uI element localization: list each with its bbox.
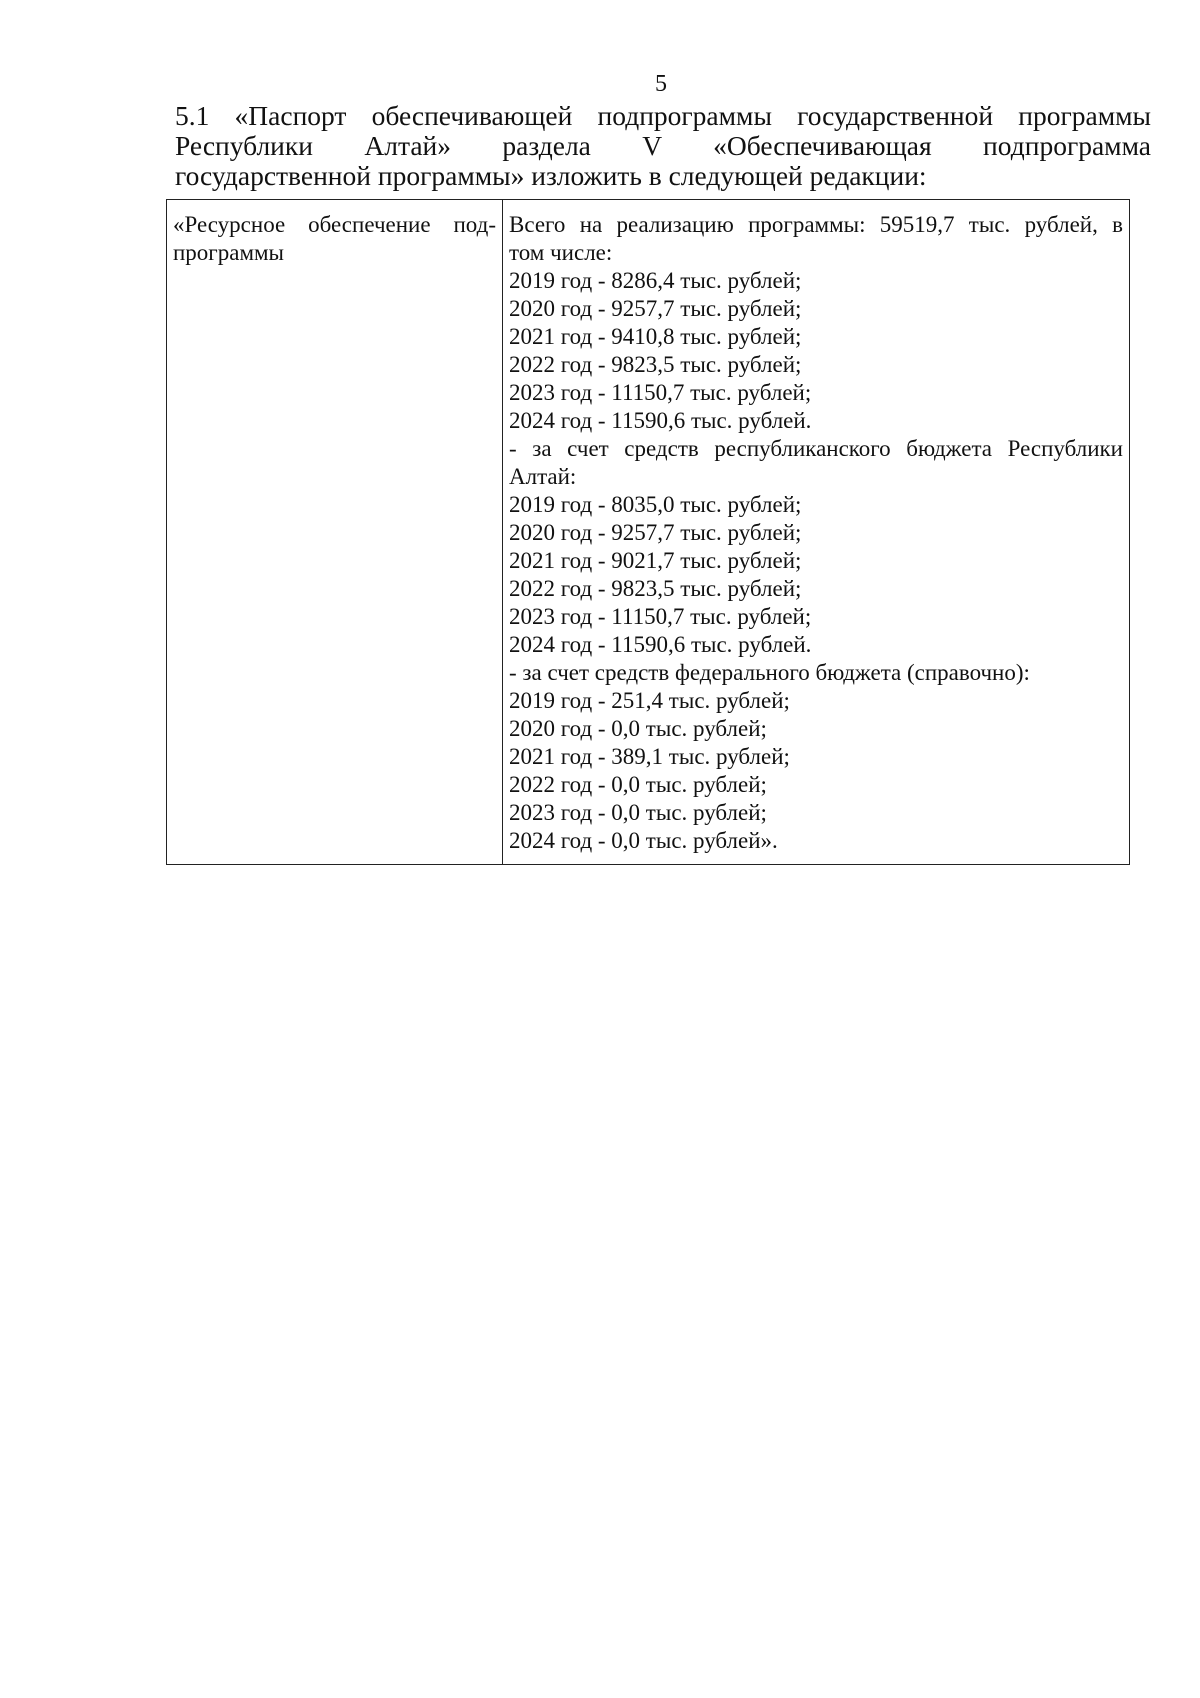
- value-line: 2024 год - 0,0 тыс. рублей».: [509, 828, 778, 853]
- value-line: Алтай:: [509, 464, 577, 489]
- intro-paragraph: [175, 101, 1151, 191]
- label-cell: [167, 200, 503, 865]
- label-line: «Ресурсное обеспечение под-: [173, 212, 496, 237]
- value-line: 2020 год - 9257,7 тыс. рублей;: [509, 520, 802, 545]
- value-line: Всего на реализацию программы: 59519,7 тыс. рублей, в: [509, 212, 1123, 237]
- value-line: 2021 год - 9021,7 тыс. рублей;: [509, 548, 802, 573]
- intro-line: государственной программы» изложить в следующей редакции:: [175, 160, 927, 191]
- value-line: 2021 год - 389,1 тыс. рублей;: [509, 744, 790, 769]
- value-line: 2022 год - 9823,5 тыс. рублей;: [509, 576, 802, 601]
- value-line: - за счет средств республиканского бюджета Республики: [509, 436, 1123, 461]
- value-line: 2023 год - 11150,7 тыс. рублей;: [509, 380, 812, 405]
- value-line: 2023 год - 11150,7 тыс. рублей;: [509, 604, 812, 629]
- value-line: 2019 год - 8286,4 тыс. рублей;: [509, 268, 802, 293]
- value-cell: [503, 200, 1130, 865]
- passport-table: [166, 199, 1130, 865]
- value-line: 2024 год - 11590,6 тыс. рублей.: [509, 632, 812, 657]
- page-number: 5: [655, 71, 667, 97]
- value-line: 2022 год - 9823,5 тыс. рублей;: [509, 352, 802, 377]
- label-line: программы: [173, 240, 285, 265]
- intro-line: 5.1 «Паспорт обеспечивающей подпрограммы государственной программы: [175, 100, 1151, 131]
- value-line: 2020 год - 9257,7 тыс. рублей;: [509, 296, 802, 321]
- value-line: 2021 год - 9410,8 тыс. рублей;: [509, 324, 802, 349]
- value-line: 2019 год - 251,4 тыс. рублей;: [509, 688, 790, 713]
- value-line: 2023 год - 0,0 тыс. рублей;: [509, 800, 767, 825]
- value-line: 2022 год - 0,0 тыс. рублей;: [509, 772, 767, 797]
- value-line: том числе:: [509, 240, 613, 265]
- value-line: 2019 год - 8035,0 тыс. рублей;: [509, 492, 802, 517]
- value-line: 2020 год - 0,0 тыс. рублей;: [509, 716, 767, 741]
- table-row: [167, 200, 1130, 865]
- value-line: - за счет средств федерального бюджета (справочно):: [509, 660, 1030, 685]
- intro-line: Республики Алтай» раздела V «Обеспечивающая подпрограмма: [175, 130, 1151, 161]
- value-line: 2024 год - 11590,6 тыс. рублей.: [509, 408, 812, 433]
